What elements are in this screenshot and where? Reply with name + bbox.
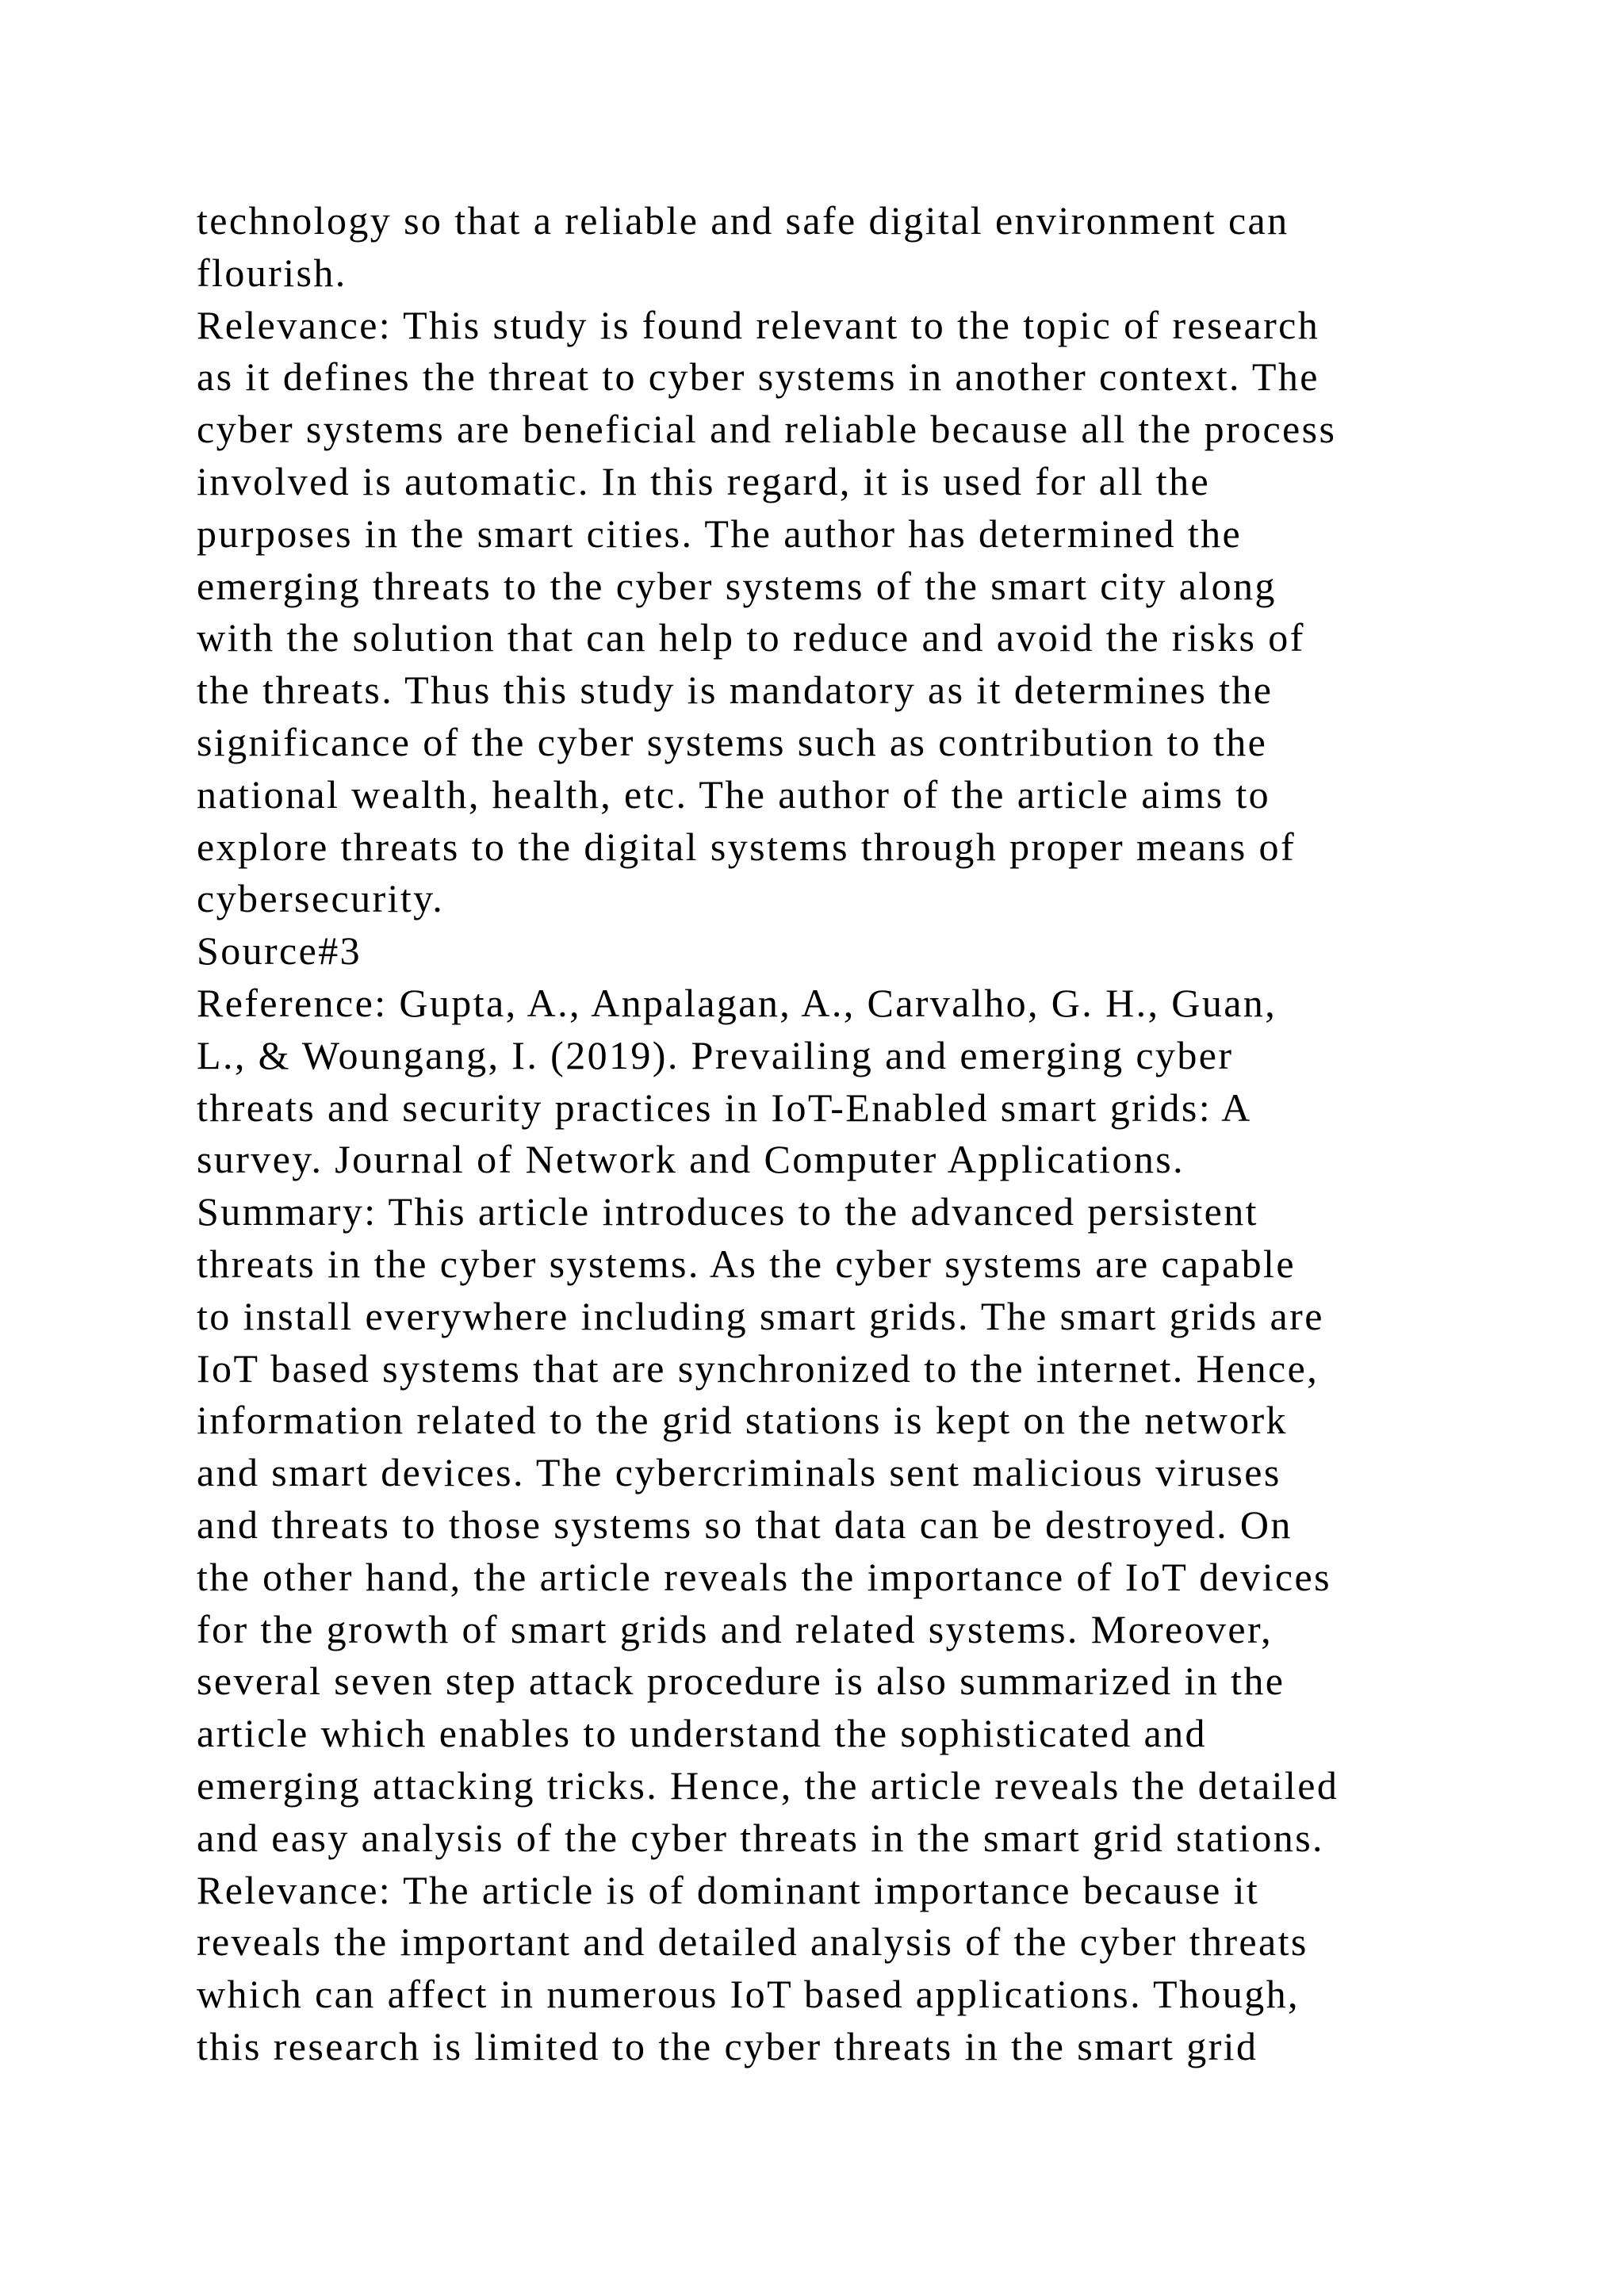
reference-line: L., & Woungang, I. (2019). Prevailing and emerging cyber — [197, 1032, 1234, 1077]
text-line: this research is limited to the cyber threats in the smart grid — [197, 2023, 1258, 2068]
text-line: to install everywhere including smart grids. The smart grids are — [197, 1293, 1324, 1338]
document-body — [197, 195, 1545, 2073]
text-line: reveals the important and detailed analysis of the cyber threats — [197, 1919, 1308, 1965]
text-line: emerging threats to the cyber systems of the smart city along — [197, 563, 1277, 608]
text-line: significance of the cyber systems such as contribution to the — [197, 719, 1268, 764]
text-line: purposes in the smart cities. The author has determined the — [197, 511, 1243, 556]
text-line: several seven step attack procedure is also summarized in the — [197, 1659, 1285, 1704]
text-line: national wealth, health, etc. The author of the article aims to — [197, 771, 1271, 817]
text-line: with the solution that can help to reduce and avoid the risks of — [197, 615, 1305, 660]
text-line: and threats to those systems so that data can be destroyed. On — [197, 1502, 1293, 1547]
text-line: the other hand, the article reveals the importance of IoT devices — [197, 1554, 1331, 1599]
text-line: which can affect in numerous IoT based applications. Though, — [197, 1972, 1300, 2017]
text-line: threats in the cyber systems. As the cyber systems are capable — [197, 1241, 1296, 1286]
text-line: as it defines the threat to cyber systems in another context. The — [197, 354, 1320, 400]
text-line: article which enables to understand the sophisticated and — [197, 1711, 1207, 1756]
text-line: cybersecurity. — [197, 876, 445, 921]
reference-line: Reference: Gupta, A., Anpalagan, A., Carvalho, G. H., Guan, — [197, 980, 1277, 1025]
text-line: the threats. Thus this study is mandatory as it determines the — [197, 668, 1274, 713]
text-line: emerging attacking tricks. Hence, the article reveals the detailed — [197, 1762, 1339, 1808]
section-heading: Source#3 — [197, 928, 362, 974]
text-line: Relevance: This study is found relevant to the topic of research — [197, 302, 1320, 347]
text-line: involved is automatic. In this regard, it is used for all the — [197, 458, 1211, 503]
text-line: and smart devices. The cybercriminals sent malicious viruses — [197, 1450, 1281, 1495]
text-line: Relevance: The article is of dominant importance because it — [197, 1867, 1260, 1912]
reference-line: threats and security practices in IoT-Enabled smart grids: A — [197, 1085, 1252, 1130]
text-line: technology so that a reliable and safe digital environment can — [197, 198, 1289, 243]
text-line: and easy analysis of the cyber threats in the smart grid stations. — [197, 1815, 1324, 1860]
text-line: Summary: This article introduces to the advanced persistent — [197, 1189, 1258, 1234]
text-line: flourish. — [197, 250, 347, 295]
text-line: information related to the grid stations is kept on the network — [197, 1398, 1288, 1443]
text-line: explore threats to the digital systems through proper means of — [197, 824, 1297, 869]
reference-line: survey. Journal of Network and Computer Applications. — [197, 1137, 1185, 1182]
text-line: cyber systems are beneficial and reliable because all the process — [197, 407, 1337, 452]
text-line: for the growth of smart grids and related systems. Moreover, — [197, 1606, 1273, 1651]
text-line: IoT based systems that are synchronized to the internet. Hence, — [197, 1345, 1320, 1391]
